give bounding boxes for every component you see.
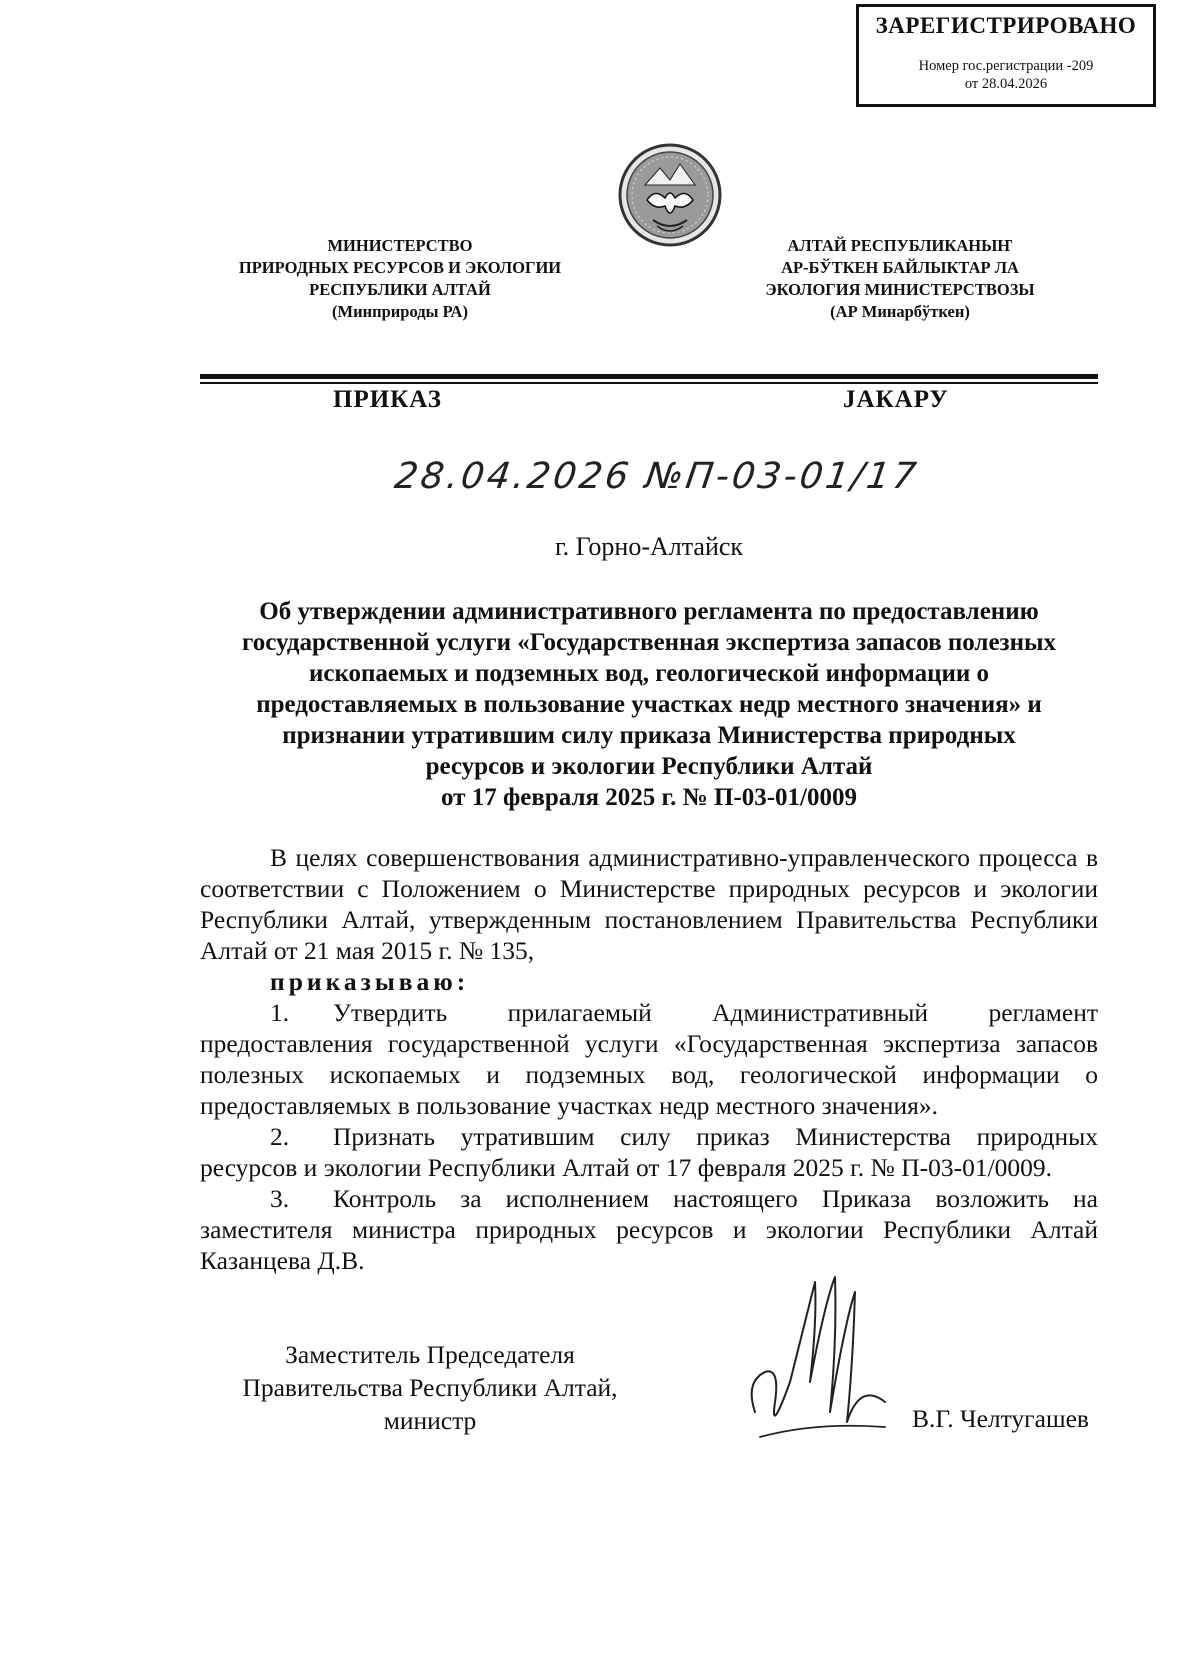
coat-of-arms-emblem bbox=[615, 140, 725, 250]
signatory-name: В.Г. Челтугашев bbox=[912, 1404, 1089, 1433]
preamble-paragraph: В целях совершенствования административно-управленческого процесса в соответствии с Положением о Министерстве природных ресурсов и экологии Республики Алтай, утвержденным постановлением Правительства Республики Алтай от 21 мая 2015 г. № 135, bbox=[200, 843, 1098, 965]
position-line: Правительства Республики Алтай, bbox=[242, 1373, 618, 1402]
item-text: Контроль за исполнением настоящего Приказа возложить на заместителя министра природных ресурсов и экологии Республики Алтай Казанцева Д.В. bbox=[200, 1184, 1098, 1275]
order-label-russian: ПРИКАЗ bbox=[333, 386, 442, 413]
position-line: министр bbox=[383, 1406, 477, 1435]
document-title bbox=[200, 596, 1098, 813]
header-right-line: АЛТАЙ РЕСПУБЛИКАНЫҤ bbox=[787, 236, 1013, 255]
title-line: Об утверждении административного регламента по предоставлению bbox=[259, 598, 1039, 625]
header-left-line: ПРИРОДНЫХ РЕСУРСОВ И ЭКОЛОГИИ bbox=[238, 258, 562, 277]
header-divider-thin bbox=[200, 382, 1098, 384]
order-item bbox=[200, 997, 1098, 1121]
title-line: государственной услуги «Государственная экспертиза запасов полезных bbox=[241, 629, 1057, 656]
header-left-line: МИНИСТЕРСТВО bbox=[327, 236, 473, 255]
stamp-title: ЗАРЕГИСТРИРОВАНО bbox=[875, 13, 1137, 38]
handwritten-signature bbox=[735, 1262, 895, 1462]
title-line: от 17 февраля 2025 г. № П-03-01/0009 bbox=[441, 784, 857, 811]
item-number: 2. bbox=[270, 1122, 290, 1151]
title-line: ископаемых и подземных вод, геологической информации о bbox=[308, 660, 990, 687]
title-line: ресурсов и экологии Республики Алтай bbox=[425, 753, 873, 780]
decree-word: приказываю: bbox=[270, 967, 470, 996]
city-line: г. Горно-Алтайск bbox=[554, 532, 744, 561]
item-number: 3. bbox=[270, 1184, 290, 1213]
ministry-header-altai bbox=[720, 235, 1080, 323]
document-body bbox=[200, 842, 1098, 1276]
item-text: Признать утратившим силу приказ Министерства природных ресурсов и экологии Республики Алтай от 17 февраля 2025 г. № П-03-01/0009. bbox=[200, 1122, 1098, 1182]
header-left-abbrev: (Минприроды РА) bbox=[332, 302, 468, 321]
stamp-reg-date: от 28.04.2026 bbox=[964, 76, 1048, 92]
position-line: Заместитель Председателя bbox=[285, 1340, 575, 1369]
title-line: предоставляемых в пользование участках недр местного значения» и bbox=[256, 691, 1042, 718]
ministry-header-russian bbox=[200, 235, 600, 323]
header-left-line: РЕСПУБЛИКИ АЛТАЙ bbox=[309, 280, 491, 299]
order-label-altai: JАКАРУ bbox=[843, 386, 949, 413]
stamp-reg-number: Номер гос.регистрации -209 bbox=[918, 58, 1094, 74]
title-line: признании утратившим силу приказа Министерства природных bbox=[282, 722, 1016, 749]
header-right-line: АР-БЎТКЕН БАЙЛЫКТАР ЛА bbox=[781, 258, 1019, 277]
signatory-position bbox=[220, 1338, 640, 1437]
handwritten-order-number: 28.04.2026 №П-03-01/17 bbox=[392, 456, 922, 497]
header-divider-thick bbox=[200, 374, 1098, 379]
order-item bbox=[200, 1183, 1098, 1276]
item-number: 1. bbox=[270, 998, 290, 1027]
header-right-line: ЭКОЛОГИЯ МИНИСТЕРСТВОЗЫ bbox=[765, 280, 1035, 299]
header-right-abbrev: (АР Минарбўткен) bbox=[830, 302, 970, 321]
item-text: Утвердить прилагаемый Административный регламент предоставления государственной услуги «Государственная экспертиза запасов полезных ископаемых и подземных вод, геологической информации о предоставляемых в пользование участках недр местного значения». bbox=[200, 998, 1098, 1120]
registration-stamp bbox=[856, 4, 1156, 107]
order-item bbox=[200, 1121, 1098, 1183]
